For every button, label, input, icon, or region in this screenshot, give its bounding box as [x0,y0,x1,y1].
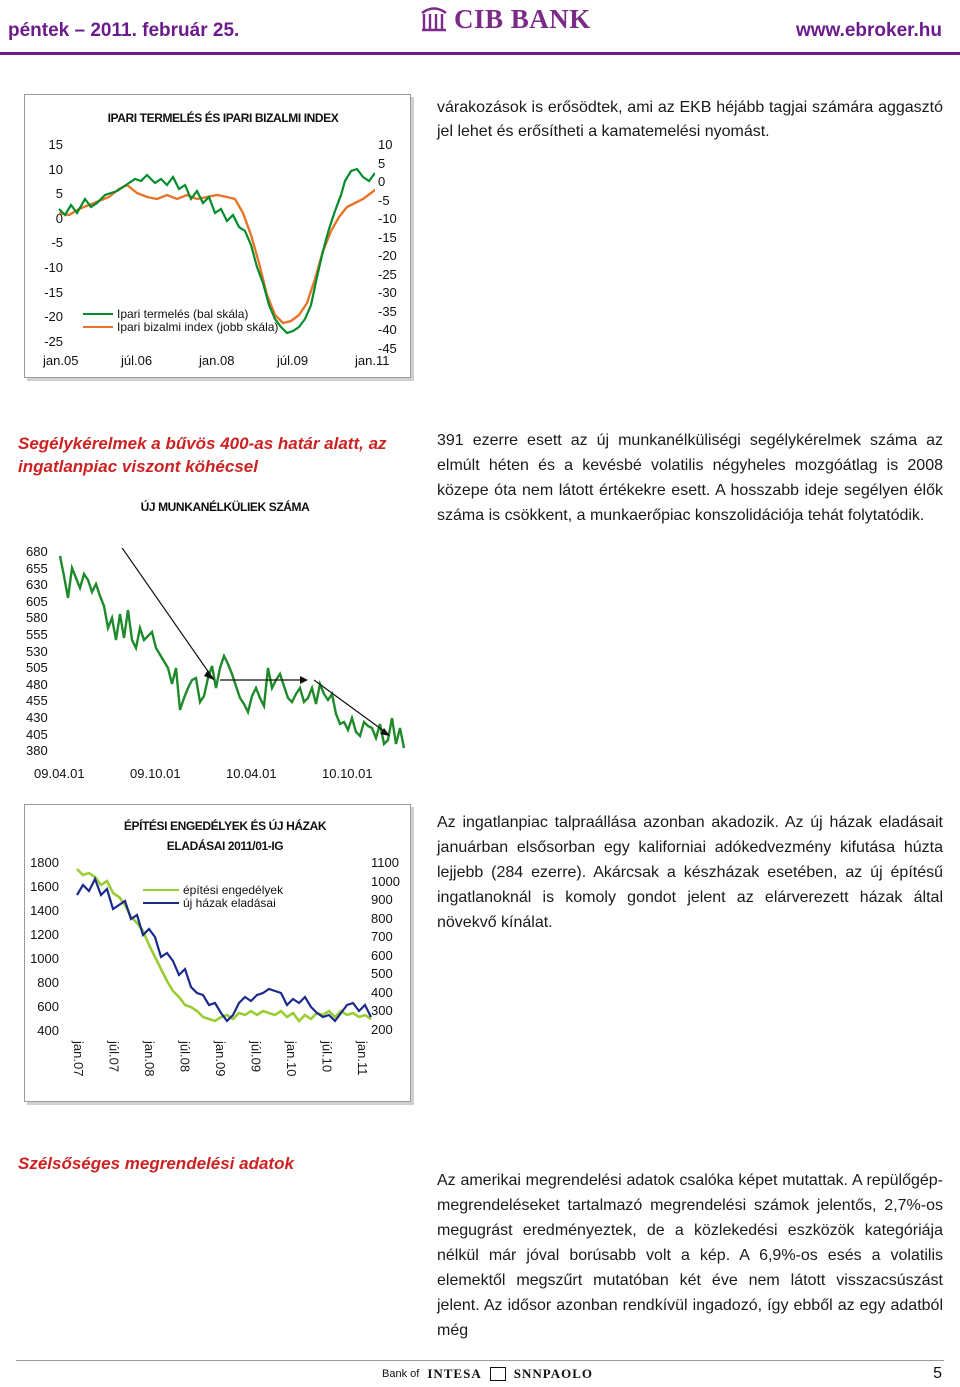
chart-industrial-production [24,94,411,378]
axis-tick: 1000 [371,873,400,889]
chart2-title: ÚJ MUNKANÉLKÜLIEK SZÁMA [140,500,310,514]
axis-tick: 680 [26,544,48,559]
axis-tick: -20 [44,309,63,325]
axis-tick: 10 [378,137,393,152]
footer-intesa: INTESA [427,1366,482,1381]
paragraph-housing: Az ingatlanpiac talpraállása azonban akadozik. Az új házak eladásait januárban elsősorban egy kaliforniai adókedvezmény kifutása húzta lejjebb (284 ezerre). Akárcsak a készházak esetében, az új építésű ingatlanoknál is komoly gondot jelent az elárverezett házak által növekvő kínálat. [437,814,943,931]
axis-tick: 800 [37,975,59,990]
legend-line-permits [143,889,179,891]
axis-tick: 630 [26,577,48,593]
cib-bank-logo [420,4,591,34]
axis-tick: 600 [371,947,393,963]
axis-tick: 200 [371,1021,393,1037]
axis-tick: 0 [378,174,386,189]
axis-tick: -40 [378,322,397,337]
axis-tick: -5 [51,235,63,251]
footer-sanpaolo: SNNPAOLO [513,1366,593,1381]
header-divider [0,52,960,55]
axis-tick: 400 [37,1023,59,1038]
axis-tick: -25 [44,333,63,349]
axis-tick: júl.09 [248,1041,264,1073]
axis-tick: jan.08 [199,353,235,368]
legend-line-production [83,313,113,315]
axis-tick: 10 [48,161,63,177]
axis-tick: jan.05 [43,353,79,368]
axis-tick: 09.10.01 [130,766,181,781]
chart3-x-axis [71,1041,371,1097]
axis-tick: 1600 [30,879,59,894]
legend-line-sales [143,902,179,904]
axis-tick: júl.06 [121,353,153,368]
axis-tick: -10 [44,260,63,275]
axis-tick: 605 [26,593,48,609]
chart1-legend [83,307,278,334]
paragraph-claims: 391 ezerre esett az új munkanélküliségi segélykérelmek száma az elmúlt héten és a kevésbé volatilis négyheles mozgóátlag is 2008 közepe óta nem látott értékekre esett. A hosszabb ideje segélyen élők száma is csökkent, a munkaerőpiac konszolidációja tehát folytatódik. [437,432,943,524]
paragraph-orders: Az amerikai megrendelési adatok csalóka képet mutattak. A repülőgép-megrendeléseket tartalmazó megrendelési számok jelentős, 2,7%-os megugrást eredményeztek, de a közlekedési eszközök kategóriája nélkül már jóval borúsabb volt a kép. A 6,9%-os esés a volatilis elemektől megszűrt mutatóban két éve nem látott visszacsúszást jelent. Az idősor azonban rendkívül ingadozó, így ebből az egy adatból még [437,1172,943,1339]
axis-tick: jan.09 [213,1041,228,1077]
axis-tick: 380 [26,743,48,759]
chart-unemployment-claims [20,490,415,785]
heading-orders: Szélsőséges megrendelési adatok [18,1154,294,1173]
axis-tick: 405 [26,726,48,742]
legend-line-confidence [83,326,113,328]
chart3-title-line2: ELADÁSAI 2011/01-IG [166,839,284,853]
intesa-logo [382,1366,593,1382]
chart2-plot [58,548,408,758]
footer-bank-of: Bank of [382,1368,420,1380]
chart1-title: IPARI TERMELÉS ÉS IPARI BIZALMI INDEX [107,111,339,125]
axis-tick: jan.08 [142,1041,157,1077]
axis-tick: 15 [48,137,63,152]
axis-tick: -10 [378,211,397,226]
axis-tick: júl.10 [319,1041,335,1073]
chart1-legend-2: Ipari bizalmi index (jobb skála) [117,320,279,334]
bank-name: CIB BANK [454,3,591,34]
axis-tick: 700 [371,929,393,944]
heading-claims: Segélykérelmek a bűvös 400-as határ alatt, az ingatlanpiac viszont köhécsel [18,434,387,476]
axis-tick: 09.04.01 [34,766,85,781]
axis-tick: -20 [378,248,397,263]
axis-tick: 530 [26,643,48,659]
footer-square-icon [490,1367,506,1381]
axis-tick: -15 [378,229,397,245]
axis-tick: 505 [26,660,48,676]
axis-tick: 600 [37,999,59,1014]
axis-tick: 1800 [30,855,59,870]
axis-tick: júl.09 [277,353,309,368]
axis-tick: -30 [378,285,397,300]
axis-tick: 430 [26,710,48,725]
axis-tick: 400 [371,984,393,1000]
axis-tick: -15 [44,284,63,300]
chart3-legend-1: építési engedélyek [183,883,284,897]
axis-tick: 1400 [30,903,59,918]
axis-tick: jan.11 [355,353,390,368]
axis-tick: jan.11 [355,1041,370,1076]
chart2-trend-arrow-1 [118,548,214,680]
chart3-legend-2: új házak eladásai [183,896,276,910]
chart1-legend-1: Ipari termelés (bal skála) [117,307,249,321]
axis-tick: 1000 [30,951,59,966]
axis-tick: júl.07 [106,1041,122,1073]
axis-tick: 1200 [30,927,59,942]
axis-tick: 300 [371,1003,393,1018]
axis-tick: 900 [371,892,393,907]
chart1-series-confidence [59,185,375,323]
chart3-title-line1: ÉPÍTÉSI ENGEDÉLYEK ÉS ÚJ HÁZAK [123,819,327,833]
axis-tick: júl.08 [177,1041,193,1073]
header-date: péntek – 2011. február 25. [8,20,240,41]
axis-tick: 10.10.01 [322,766,373,781]
axis-tick: 580 [26,610,48,626]
axis-tick: 480 [26,676,48,692]
axis-tick: 555 [26,627,48,642]
chart-housing-permits [24,804,411,1102]
bank-building-icon [420,6,448,32]
axis-tick: jan.10 [284,1041,299,1077]
axis-tick: 500 [371,966,393,981]
axis-tick: 800 [371,910,393,926]
page-number: 5 [933,1365,942,1382]
axis-tick: 1100 [371,855,399,870]
axis-tick: -35 [378,303,397,319]
axis-tick: 10.04.01 [226,766,277,781]
axis-tick: -45 [378,340,397,356]
chart2-trend-arrow-3 [314,680,388,734]
header-url[interactable]: www.ebroker.hu [795,20,942,41]
axis-tick: 5 [378,155,386,171]
axis-tick: 5 [55,186,63,202]
axis-tick: -5 [378,192,390,208]
axis-tick: jan.07 [71,1041,86,1077]
axis-tick: 655 [26,560,48,576]
axis-tick: 455 [26,693,48,709]
chart3-legend [143,883,283,910]
chart2-series [60,556,404,748]
footer-divider [16,1360,944,1361]
paragraph-top: várakozások is erősödtek, ami az EKB héjább tagjai számára aggasztó jel lehet és erősítheti a kamatemelési nyomást. [437,99,943,140]
axis-tick: 0 [55,210,63,226]
chart2-arrowhead-2 [300,676,308,684]
axis-tick: -25 [378,266,397,282]
